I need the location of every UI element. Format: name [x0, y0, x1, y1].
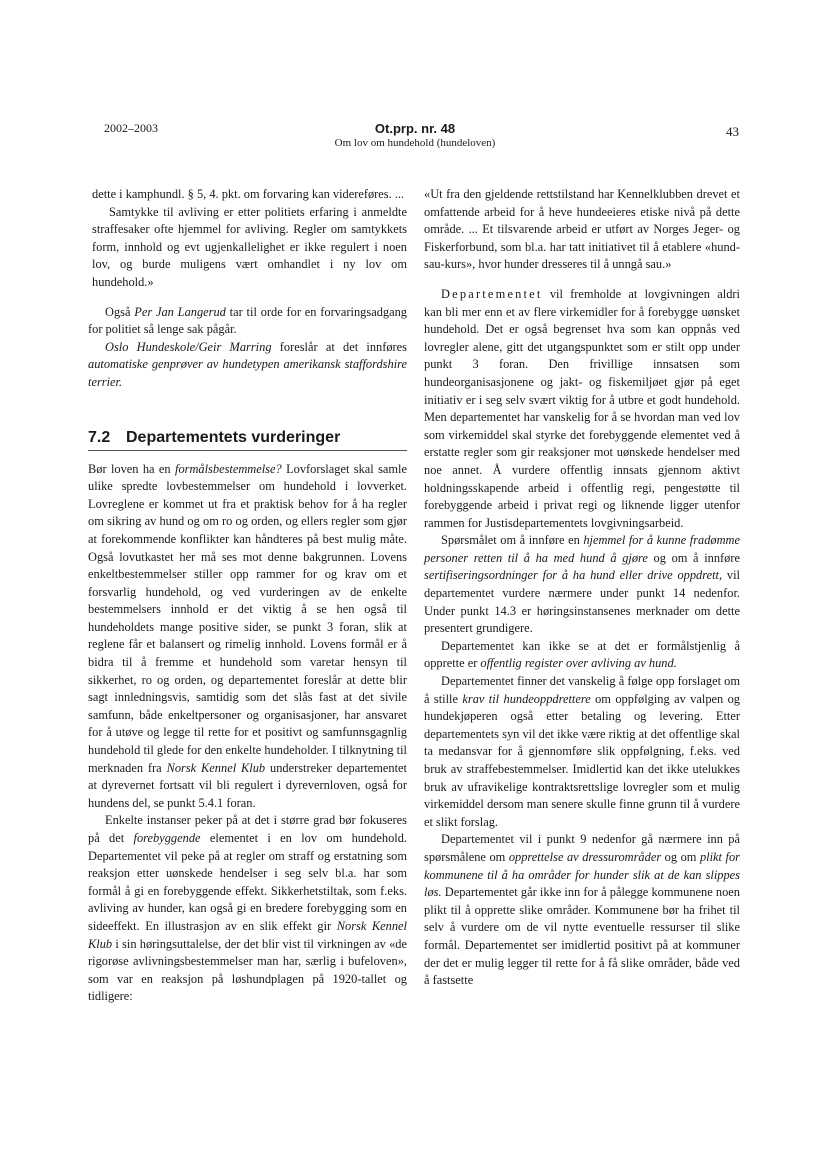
text-run: Departementet vil i punkt 9 nedenfor gå nærmere inn på spørsmålene om [424, 832, 740, 864]
header-years: 2002–2003 [104, 121, 158, 135]
running-header [250, 121, 580, 149]
emphasis-text: formålsbestemmelse? [175, 461, 282, 476]
text-run: og om å innføre [647, 550, 740, 565]
organization-name: Oslo Hundeskole/Geir Marring [105, 339, 272, 354]
text-run: Lovforslaget skal samle ulike spredte lovbestemmelser om hundehold i lovverket. Lovreglene er kommet ut fra et praktisk behov for å ha regler om sikring av hund og om ro og orden, og ellers regler som gjør at forekommende konflikter kan håndteres på best mulig måte. Også lovutkastet her må ses mot denne bakgrunnen. Lovens enkeltbestemmelser stiller opp rammer for og krav om et forsvarlig hundehold, og ved vurderingen av de enkelte bestemmelsers innhold er det viktig å se hen også til hundeholdets mange positive sider, se punkt 3 foran, slik at reglene får et balansert og rimelig innhold. Lovens formål er å bidra til å fremme et hundehold som varetar hensyn til sikkerhet, ro og orden, og departementet foreslår at dette blir sagt innledningsvis, samtidig som det slås fast at det sivile samfunn, både enkeltpersoner og organisasjoner, har ansvaret for å utøve og legge til rette for et positivt og samfunnsgagnlig hundehold til glede for den enkelte hundeholder. I tilknytning til merknaden fra [88, 461, 407, 775]
body-paragraph [88, 304, 407, 339]
quote-fragment: dette i kamphundl. § 5, 4. pkt. om forvaring kan videreføres. ... [92, 187, 405, 201]
emphasis-text: plikt for kommunene til å ha områder for hunder slik at de kan slippes løs. [424, 849, 740, 900]
emphasis-text: krav til hundeoppdrettere [462, 691, 591, 706]
text-run: og om [661, 849, 700, 864]
text-run: elementet i en lov om hundehold. Departementet vil peke på at regler om straff og erstatning som reaksjon etter uønskede hendelser i seg selv bl.a. har som formål å gi en forebyggende effekt. Sikkerhetstiltak, som f.eks. avliving av hunder, kan også gi en bredere forebygging som en sideeffekt. En illustrasjon av en slik effekt gir [88, 831, 407, 933]
text-run: vil departementet vurdere nærmere under punkt 14 nedenfor. Under punkt 14.3 er høringsinstansenes merknader om dette presentert grundigere. [424, 568, 740, 636]
section-number: 7.2 [88, 428, 111, 446]
body-paragraph [88, 461, 407, 813]
text-run: understreker departementet at dyrevernet fortsatt vil bli regulert i dyrevernloven, også for hundens del, se punkt 5.4.1 foran. [88, 760, 407, 810]
text-run: vil fremholde at lovgivningen aldri kan bli mer enn et av flere virkemidler for å forebygge uønsket hundehold. Det er også begrenset hva som kan oppnås ved lovregler alene, gitt det utgangspunktet som er stilt opp under punkt 3 foran. Den frivillige innsatsen som hundeorganisasjonene og jakt- og fiskemiljøet gjør på eget initiativ er i seg selv svært viktig for å utbre et godt hundehold. Men departementet har vanskelig for å se hvordan man ved lov som virkemiddel skal styrke det forebyggende elementet ved å erstatte regler som gir reaksjoner mot uønskede hendelser med noe annet. Å vurdere offentlig innsats gjennom aktivt holdningsskapende arbeid i offentlig regi, pengestøtte til forebyggende arbeid i privat regi og liknende ligger utenfor rammen for Justisdepartementets lovgivningsarbeid. [424, 286, 740, 530]
section-title: Departementets vurderinger [126, 428, 341, 446]
text-run: Enkelte instanser peker på at det i større grad bør fokuseres på det [88, 813, 407, 845]
text-run: Også [105, 304, 135, 319]
emphasis-text: automatiske genprøver av hundetypen amerikansk staffordshire terrier. [88, 357, 407, 389]
emphasis-text: offentlig register over avliving av hund. [480, 656, 677, 671]
organization-name: Norsk Kennel Klub [88, 918, 407, 951]
emphasis-text: sertifiseringsordninger for å ha hund eller drive oppdrett, [424, 568, 723, 583]
person-name: Per Jan Langerud [134, 304, 226, 319]
body-paragraph [88, 812, 407, 1006]
text-run: Departementet går ikke inn for å pålegge kommunene noen plikt til å opprette slike områder. Kommunene bør ha frihet til selv å vurdere om de vil nytte eventuelle ressurser til slike formål. Departementet ser imidlertid positivt på at kommuner der det er mulig legger til rette for å få slike områder, både ved å fastsette [424, 885, 740, 988]
emphasis-text: hjemmel for å kunne fradømme personer retten til å ha med hund å gjøre [424, 533, 740, 565]
body-paragraph [424, 286, 740, 532]
page-number: 43 [726, 124, 739, 139]
body-paragraph [424, 831, 740, 989]
spaced-text: Departementet [441, 286, 543, 301]
quote-paragraph: Samtykke til avliving er etter politiets erfaring i anmeldte straffesaker ofte hjemmel for avliving. Regler om samtykkets form, innhold og evt ugjenkallelighet er ikke regulert i noen lov, og burde muligens vært omhandlet i ny lov om hundehold.» [92, 204, 407, 289]
left-column [88, 186, 407, 1006]
emphasis-text: opprettelse av dressurområder [508, 849, 662, 864]
section-heading [88, 428, 407, 451]
text-run: om oppfølging av valpen og hundekjøperen også etter betaling og levering. Etter departementets syn vil det ikke være riktig at det offentlige skal ta medansvar for å gjennomføre slik oppfølgning, f.eks. ved bruk av straffebestemmelser. Imidlertid kan det ikke utelukkes bruk av ufravikelige kontraktsrettslige lovregler som et mulig virkemiddel dersom man senere skulle finne grunn til å vurdere et slikt forslag. [424, 691, 740, 829]
emphasis-text: forebyggende [133, 831, 201, 845]
text-run: tar til orde for en forvaringsadgang for politiet så lenge sak pågår. [88, 304, 407, 337]
quote-paragraph: «Ut fra den gjeldende rettstilstand har Kennelklubben drevet et omfattende arbeid for å heve hundeeieres etiske nivå på dette område. ... Et tilsvarende arbeid er utført av Norges Jeger- og Fiskerforbund, som bl.a. har tatt initiativet til å etablere «hund-sau-kurs», hvor hunder dresseres til å unngå sau.» [424, 187, 740, 272]
organization-name: Norsk Kennel Klub [166, 760, 266, 775]
document-subtitle: Om lov om hundehold (hundeloven) [334, 137, 496, 149]
text-run: foreslår at det innføres [271, 339, 407, 354]
body-paragraph [424, 673, 740, 831]
text-run: Departementet finner det vanskelig å følge opp forslaget om å stille [424, 674, 740, 706]
body-paragraph [424, 532, 740, 638]
body-paragraph [424, 638, 740, 673]
text-run: Spørsmålet om å innføre en [441, 533, 584, 548]
document-title: Ot.prp. nr. 48 [374, 121, 456, 136]
body-paragraph [88, 339, 407, 392]
right-column [424, 186, 740, 990]
text-run: Departementet kan ikke se at det er formålstjenlig å opprette er [424, 638, 740, 671]
text-run: i sin høringsuttalelse, der det blir vist til virkningen av «de rigorøse avlivningsbestemmelser man har, særlig i bufeloven», som var en reaksjon på løshundplagen på 1920-tallet og tidligere: [88, 936, 407, 1004]
text-run: Bør loven ha en [88, 461, 176, 476]
